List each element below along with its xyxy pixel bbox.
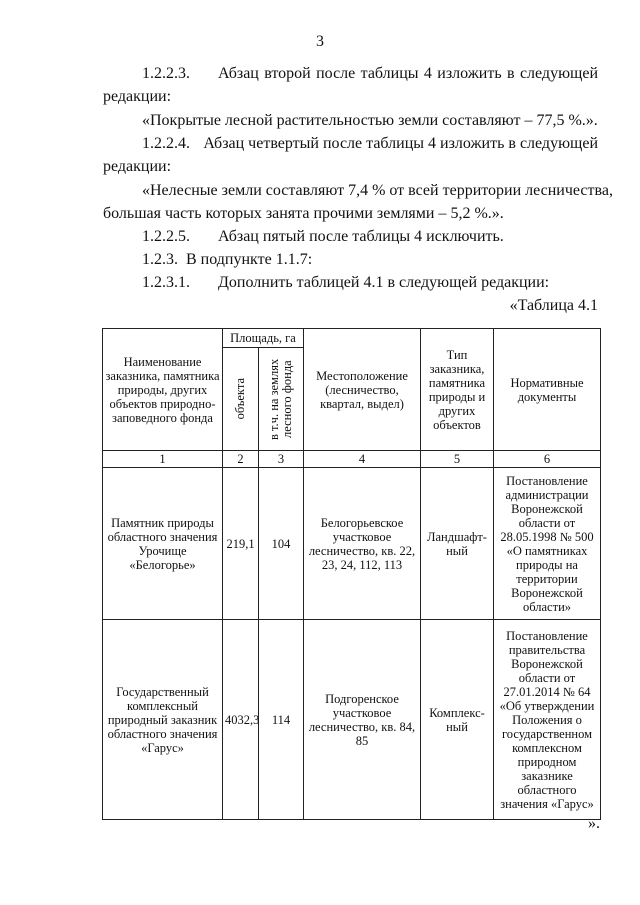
header-area: Площадь, га <box>223 329 304 348</box>
page-number: 3 <box>316 33 324 50</box>
column-number: 2 <box>223 451 259 468</box>
header-area-object-cell <box>223 348 259 451</box>
table-row <box>103 620 601 820</box>
column-number: 5 <box>421 451 494 468</box>
cell-name: Памятник природы областного значения Урочище «Белогорье» <box>103 468 223 620</box>
cell-forest-area: 104 <box>259 468 304 620</box>
cell-area: 219,1 <box>223 468 259 620</box>
column-number: 3 <box>259 451 304 468</box>
quote-2-line-1: «Нелесные земли составляют 7,4 % от всей территории лесничества, <box>142 182 613 199</box>
column-number: 1 <box>103 451 223 468</box>
cell-location: Подгоренское участковое лесничество, кв. 84, 85 <box>304 620 421 820</box>
paragraph-number: 1.2.3. <box>142 251 178 268</box>
paragraph-continuation: редакции: <box>103 158 172 175</box>
paragraph-text: Абзац пятый после таблицы 4 исключить. <box>218 228 504 245</box>
header-area-object: объекта <box>233 378 247 420</box>
paragraph-text: Абзац второй после таблицы 4 изложить в следующей <box>218 65 598 82</box>
header-location: Местоположение (лесничество, квартал, выдел) <box>304 329 421 451</box>
paragraph-number: 1.2.3.1. <box>142 274 190 291</box>
cell-type: Ландшафт- ный <box>421 468 494 620</box>
table-caption: «Таблица 4.1 <box>509 297 598 314</box>
cell-docs: Постановление администрации Воронежской области от 28.05.1998 № 500 «О памятниках природы на территории Воронежской области» <box>494 468 601 620</box>
paragraph-1-2-3 <box>142 250 312 270</box>
paragraph-number: 1.2.2.5. <box>142 228 190 245</box>
header-area-forest-cell <box>259 348 304 451</box>
column-number: 6 <box>494 451 601 468</box>
paragraph-1-2-2-5 <box>142 227 504 247</box>
cell-forest-area: 114 <box>259 620 304 820</box>
header-name: Наименование заказника, памятника природы, других объектов природно-заповедного фонда <box>103 329 223 451</box>
paragraph-number: 1.2.2.3. <box>142 65 190 82</box>
paragraph-text: В подпункте 1.1.7: <box>186 251 313 268</box>
cell-name: Государственный комплексный природный заказник областного значения «Гарус» <box>103 620 223 820</box>
table-column-numbers-row <box>103 451 601 468</box>
protected-areas-table <box>102 328 601 820</box>
table-header-row <box>103 329 601 348</box>
header-area-forest: в т.ч. на землях лесного фонда <box>267 358 294 440</box>
cell-location: Белогорьевское участковое лесничество, кв. 22, 23, 24, 112, 113 <box>304 468 421 620</box>
cell-area: 4032,3 <box>223 620 259 820</box>
paragraph-number: 1.2.2.4. <box>142 135 190 152</box>
paragraph-continuation: редакции: <box>103 88 172 105</box>
quote-2-line-2: большая часть которых занята прочими землями – 5,2 %.». <box>103 205 504 222</box>
paragraph-1-2-2-4 <box>142 134 598 154</box>
header-type: Тип заказника, памятника природы и других объектов <box>421 329 494 451</box>
header-docs: Нормативные документы <box>494 329 601 451</box>
paragraph-1-2-2-3 <box>142 64 598 84</box>
table-row <box>103 468 601 620</box>
paragraph-text: Дополнить таблицей 4.1 в следующей редакции: <box>218 274 550 291</box>
closing-quote: ». <box>588 815 600 832</box>
cell-docs: Постановление правительства Воронежской области от 27.01.2014 № 64 «Об утверждении Положения о государственном комплексном природном заказнике областного значения «Гарус» <box>494 620 601 820</box>
paragraph-text: Абзац четвертый после таблицы 4 изложить в следующей <box>203 135 598 152</box>
cell-type: Комплекс- ный <box>421 620 494 820</box>
column-number: 4 <box>304 451 421 468</box>
paragraph-1-2-3-1 <box>142 273 549 293</box>
quote-1: «Покрытые лесной растительностью земли составляют – 77,5 %.». <box>142 112 598 129</box>
